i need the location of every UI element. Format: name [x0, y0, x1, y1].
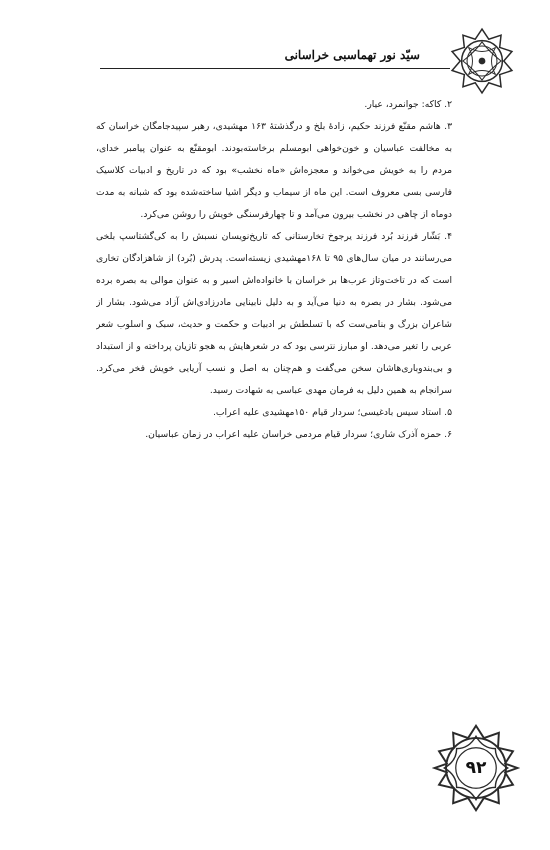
footnote-6: ۶. حمزه آذرک شاری؛ سردار قیام مردمی خراسان علیه اعراب در زمان عباسیان. [145, 429, 452, 440]
footnotes-block [96, 94, 452, 514]
page-number: ۹۲ [465, 758, 487, 778]
running-header-title: سیّد نور تهماسبی خراسانی [284, 48, 420, 62]
footnote-3: ۳. هاشم مقنّع فرزند حکیم، زادهٔ بلخ و درگذشتهٔ ۱۶۳ مهشیدی، رهبر سپیدجامگان خراسان که به مخالفت عباسیان و خون‌خواهی ابومسلم برخاسته‌بودند. ابومقنّع به عنوان پیامبر خدای، مردم را به خویش می‌خواند و معجزه‌اش «ماه نخشب» بود که در تاریخ و ادبیات کلاسیک فارسی بسی معروف است. این ماه از سیماب و دیگر اشیا ساخته‌شده بود که شبانه به مدت دوماه از چاهی در نخشب بیرون می‌آمد و تا چهارفرسنگی خویش را روشن می‌کرد. [96, 121, 452, 220]
floral-ornament-icon [448, 27, 516, 95]
footnote-2: ۲. کاکه: جوانمرد، عیار. [364, 99, 452, 110]
footnote-4: ۴. بَشّار فرزند بُرد فرزند یرجوخ تخارستانی که تاریخ‌نویسان نسبش را به کی‌گشتاسپ بلخی می‌رسانند در میان سال‌های ۹۵ تا ۱۶۸مهشیدی زیسته‌است. پدرش (بُرد) از شاهزادگان تخاری است که در تاخت‌وتاز عرب‌ها بر خراسان با خانواده‌اش اسیر و به عنوان موالی به بصره برده می‌شود. بشار در بصره به دنیا می‌آید و به دلیل نابینایی مادرزادی‌اش آزاد می‌شود. بشار از شاعران بزرگ و بنامی‌ست که با تسلطش بر ادبیات و حکمت و حدیث، سبک و اسلوب شعر عربی را تغیر می‌دهد. او مبارز نترسی بود که در شعرهایش به هجو تازیان پرداخته و از استبداد و بی‌بندوباری‌هاشان سخن می‌گفت و هم‌چنان به اصل و نسب آریایی خویش فخر می‌کرد. سرانجام به همین دلیل به فرمان مهدی عباسی به شهادت رسید. [96, 231, 452, 396]
header-rule [100, 68, 450, 69]
footnote-5: ۵. استاد سیس بادغیسی؛ سردار قیام ۱۵۰مهشیدی علیه اعراب. [212, 407, 452, 418]
